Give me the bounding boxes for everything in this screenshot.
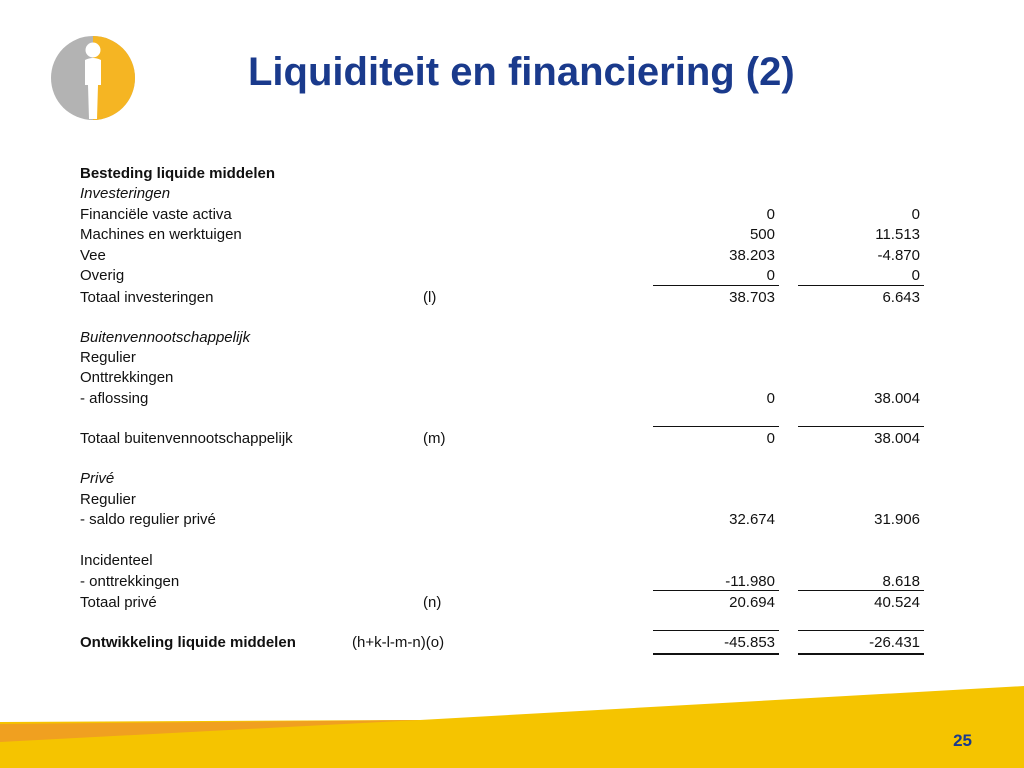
table-row [80,550,940,570]
subtotal-rule [653,590,779,591]
page-number: 25 [953,731,972,750]
row-label: Onttrekkingen [80,369,174,386]
total-rule [798,653,924,655]
table-row [80,327,940,347]
table-row [80,265,940,285]
table-row [80,245,940,265]
row-label: Regulier [80,349,136,366]
row-code: (m) [423,430,446,447]
table-row [80,204,940,224]
row-label: Totaal privé [80,594,157,611]
row-label: - onttrekkingen [80,573,180,590]
table-row [80,468,940,488]
row-label: Vee [80,247,106,264]
value-col2: 38.004 [874,390,920,407]
table-row [80,388,940,408]
value-col2: 0 [911,206,920,223]
subtotal-rule [653,630,779,631]
page-title: Liquiditeit en financiering (2) [248,50,795,94]
row-label: Totaal buitenvennootschappelijk [80,430,293,447]
table-row [80,592,940,612]
table-row [80,489,940,509]
subtotal-rule [798,285,924,286]
table-row [80,163,940,183]
value-col2: 0 [911,267,920,284]
company-logo-icon [50,35,136,121]
table-row [80,632,940,652]
value-col1: -45.853 [724,634,775,651]
value-col2: -4.870 [877,247,920,264]
row-label: - aflossing [80,390,149,407]
value-col1: 0 [766,430,775,447]
row-label: Incidenteel [80,552,153,569]
subtotal-rule [653,426,779,427]
row-code: (n) [423,594,442,611]
value-col2: 38.004 [874,430,920,447]
subtotal-rule [798,426,924,427]
value-col2: 11.513 [875,226,920,243]
value-col1: 20.694 [729,594,775,611]
row-label: Regulier [80,491,136,508]
value-col1: -11.980 [725,573,775,590]
value-col2: 31.906 [874,511,920,528]
value-col1: 32.674 [729,511,775,528]
value-col1: 38.203 [729,247,775,264]
value-col2: 8.618 [882,573,920,590]
row-label: Privé [80,470,115,487]
row-code: (h+k-l-m-n)(o) [352,634,445,651]
row-label: Machines en werktuigen [80,226,242,243]
row-label: Buitenvennootschappelijk [80,329,251,346]
row-label: Totaal investeringen [80,289,214,306]
row-label: Ontwikkeling liquide middelen [80,634,296,651]
row-label: Overig [80,267,125,284]
table-row [80,183,940,203]
table-row [80,571,940,591]
value-col1: 38.703 [729,289,775,306]
row-label: Besteding liquide middelen [80,165,276,182]
row-label: - saldo regulier privé [80,511,216,528]
value-col2: 6.643 [882,289,920,306]
table-row [80,287,940,307]
value-col1: 500 [749,226,775,243]
table-row [80,509,940,529]
footer-wave-band [0,680,1024,768]
row-label: Financiële vaste activa [80,206,232,223]
value-col2: 40.524 [874,594,920,611]
table-row [80,347,940,367]
table-row [80,224,940,244]
value-col1: 0 [766,390,775,407]
row-label: Investeringen [80,185,171,202]
subtotal-rule [798,630,924,631]
subtotal-rule [653,285,779,286]
table-row [80,367,940,387]
subtotal-rule [798,590,924,591]
total-rule [653,653,779,655]
value-col2: -26.431 [869,634,920,651]
value-col1: 0 [766,206,775,223]
row-code: (l) [423,289,437,306]
value-col1: 0 [766,267,775,284]
table-row [80,428,940,448]
